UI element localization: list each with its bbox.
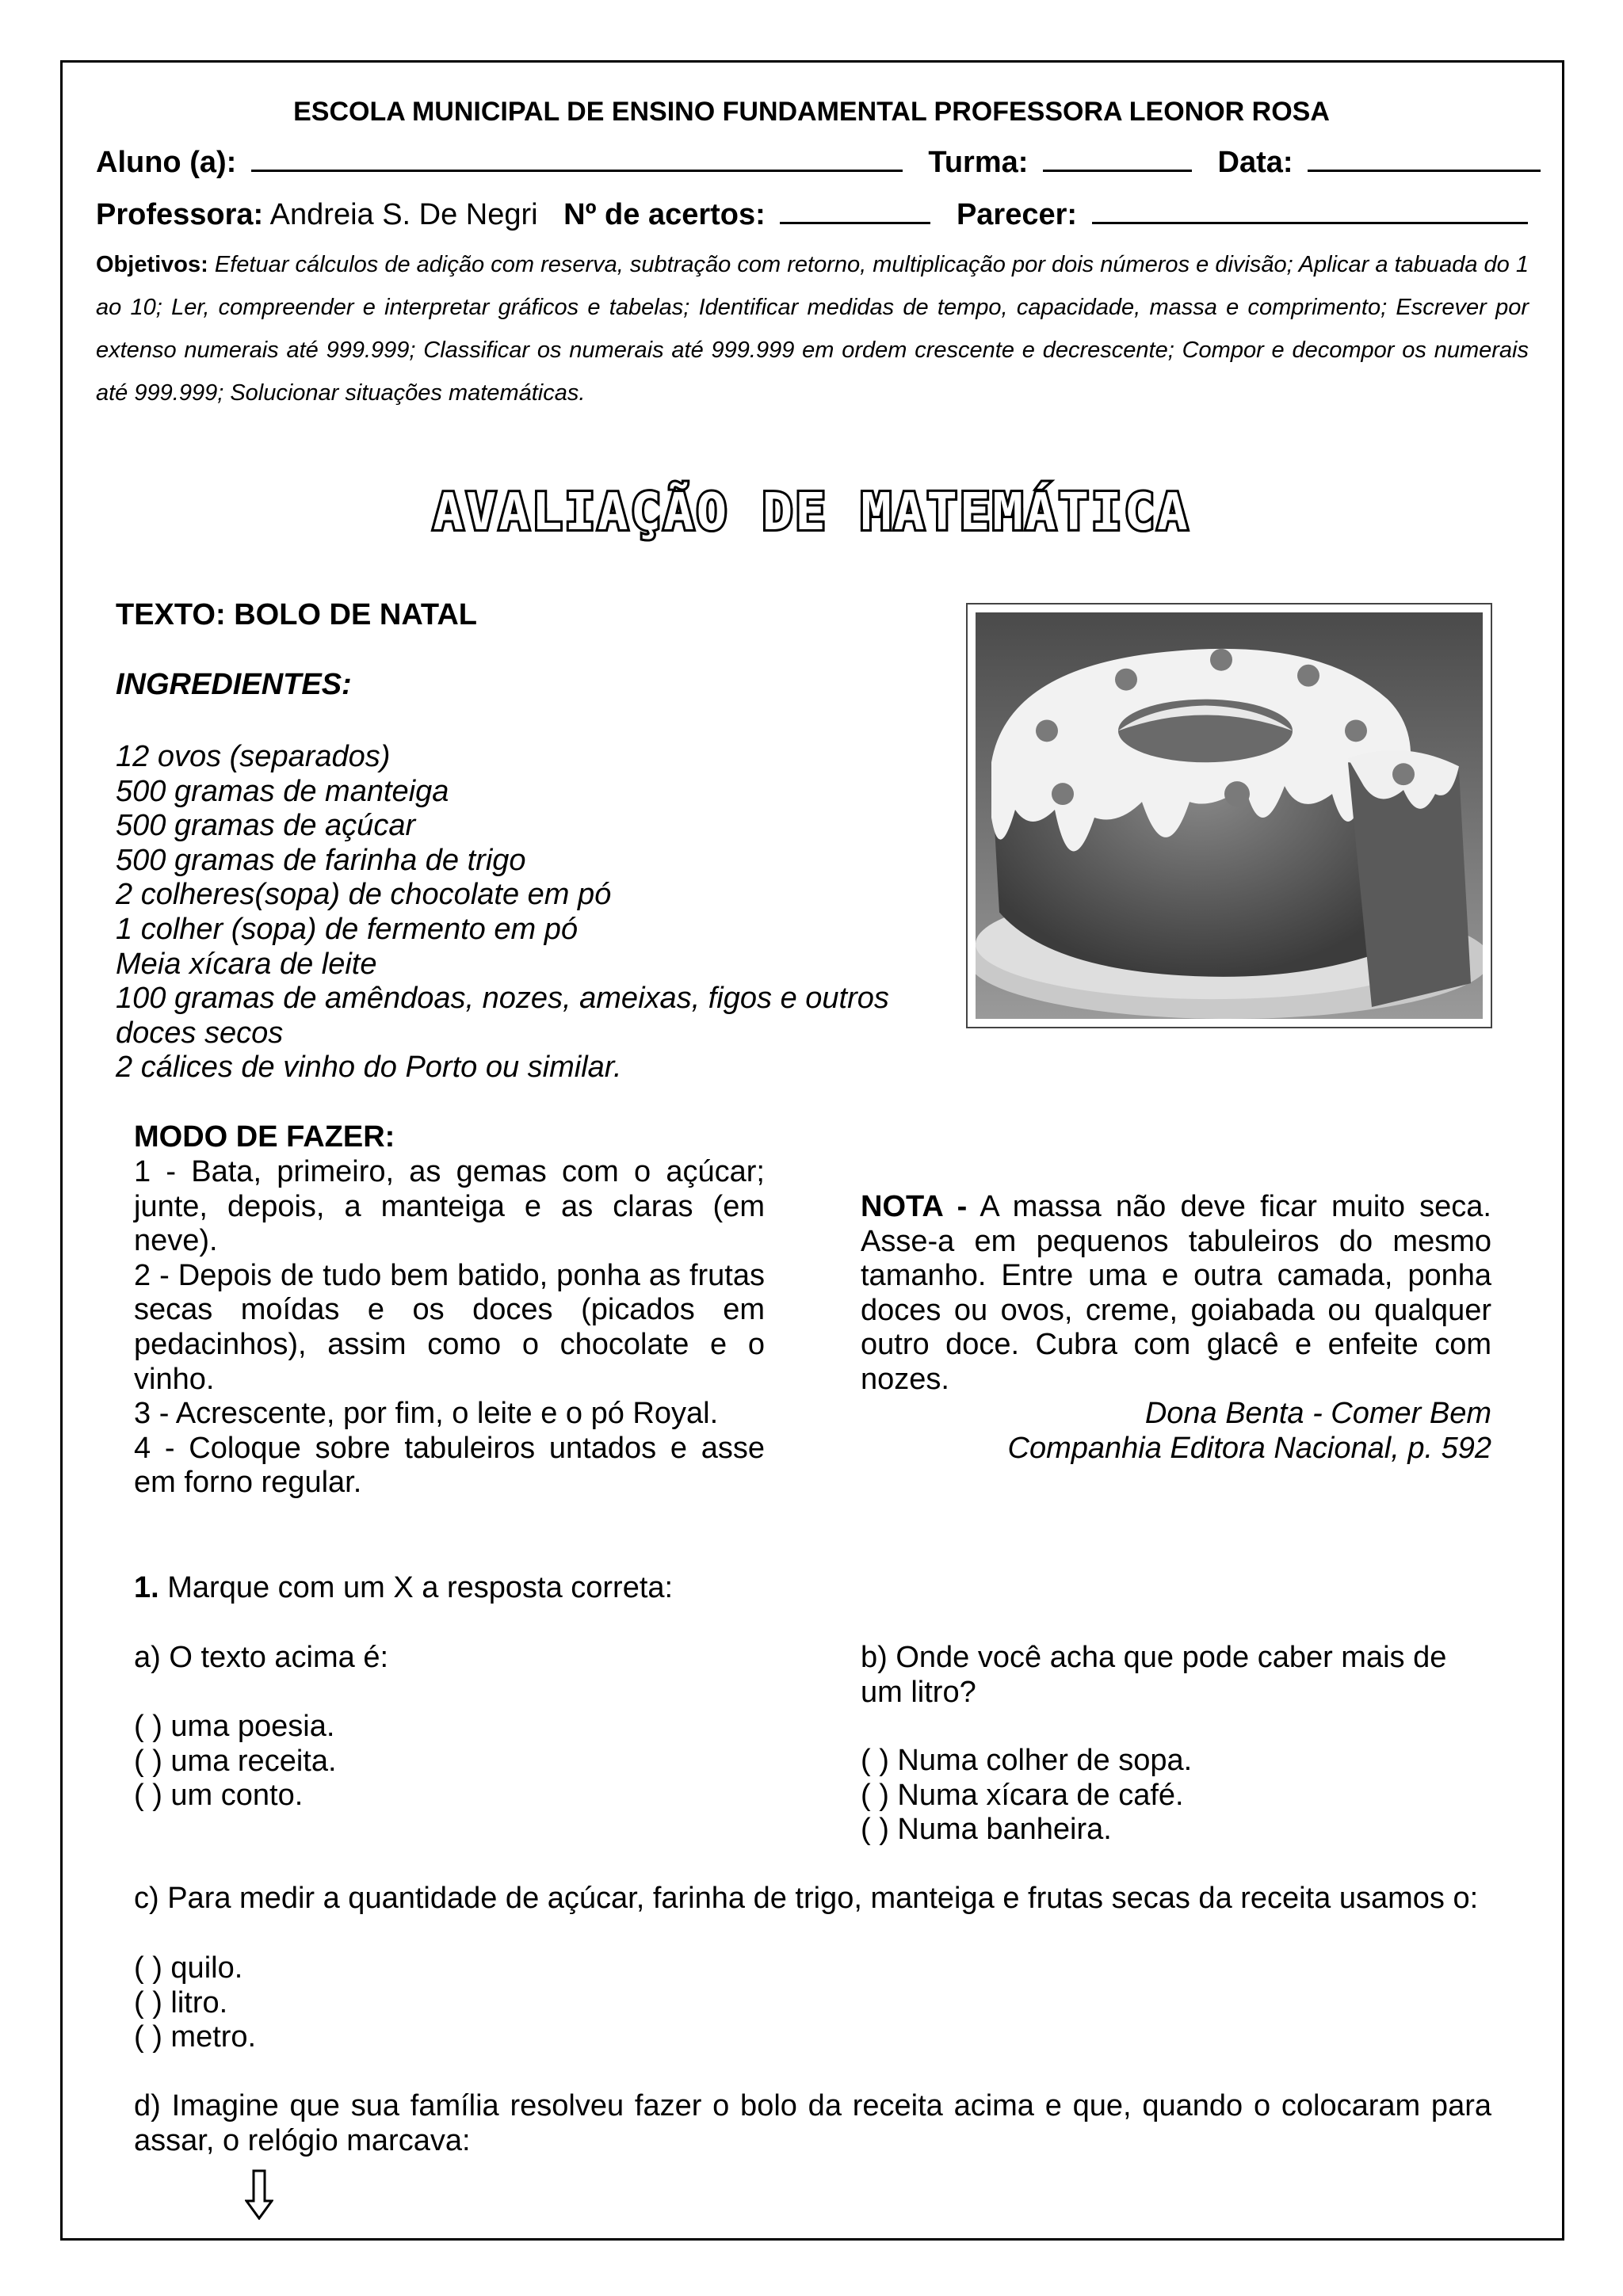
options-c [134, 1951, 256, 2055]
option-checkbox[interactable]: ( ) Numa colher de sopa. [861, 1744, 1193, 1777]
option-checkbox[interactable]: ( ) um conto. [134, 1779, 304, 1813]
note [861, 1190, 1491, 1398]
ingredients-list [116, 740, 892, 1085]
opinion-field[interactable] [1092, 201, 1528, 224]
options-a [134, 1710, 337, 1814]
method-step: 1 - Bata, primeiro, as gemas com o açúcar; junte, depois, a manteiga e as claras (em neve). [134, 1155, 765, 1258]
class-field[interactable] [1043, 149, 1192, 172]
source-line: Dona Benta - Comer Bem [1144, 1397, 1491, 1430]
option-checkbox[interactable]: ( ) litro. [134, 1985, 228, 2019]
method-step: 3 - Acrescente, por fim, o leite e o pó Royal. [134, 1397, 719, 1431]
date-label: Data: [1217, 146, 1293, 179]
teacher-row [96, 198, 1528, 232]
note-label: NOTA - [861, 1190, 968, 1223]
student-label: Aluno (a): [96, 146, 237, 179]
method-title: MODO DE FAZER: [134, 1120, 395, 1154]
objectives [96, 243, 1529, 414]
note-text: A massa não deve ficar muito seca. Asse-a em pequenos tabuleiros do mesmo tamanho. Entre uma e outra camada, ponha doces ou ovos, creme, goiabada ou qualquer outro doce. Cubra com glacê e enfeite com nozes. [861, 1190, 1491, 1396]
teacher-name: Andreia S. De Negri [269, 198, 538, 231]
student-name-field[interactable] [251, 149, 903, 172]
option-checkbox[interactable]: ( ) uma receita. [134, 1744, 337, 1778]
objectives-text: Efetuar cálculos de adição com reserva, subtração com retorno, multiplicação por dois números e divisão; Aplicar a tabuada do 1 ao 10; Ler, compreender e interpretar gráficos e tabelas; Identificar medidas de tempo, capacidade, massa e comprimento; Escrever por extenso numerais até 999.999; Classificar os numerais até 999.999 em ordem crescente e decrescente; Compor e decompor os numerais até 999.999; Solucionar situações matemáticas. [96, 252, 1529, 406]
recipe-title: TEXTO: BOLO DE NATAL [116, 598, 477, 631]
cake-illustration [976, 612, 1483, 1019]
question-d: d) Imagine que sua família resolveu fazer o bolo da receita acima e que, quando o colocaram para assar, o relógio marcava: [134, 2089, 1491, 2157]
ingredient-item: 1 colher (sopa) de fermento em pó [116, 912, 578, 946]
source [861, 1397, 1491, 1466]
objectives-label: Objetivos: [96, 252, 208, 277]
date-field[interactable] [1308, 149, 1541, 172]
school-name: ESCOLA MUNICIPAL DE ENSINO FUNDAMENTAL PROFESSORA LEONOR ROSA [293, 97, 1330, 127]
title-banner [0, 475, 1623, 550]
ingredient-item: 100 gramas de amêndoas, nozes, ameixas, figos e outros doces secos [116, 982, 889, 1050]
question-b: b) Onde você acha que pode caber mais de um litro? [861, 1641, 1447, 1709]
teacher-label: Professora: [96, 198, 264, 231]
question-1 [134, 1571, 673, 1606]
ingredient-item: 2 colheres(sopa) de chocolate em pó [116, 878, 612, 912]
options-b [861, 1744, 1192, 1848]
banner-box [407, 475, 1215, 550]
ingredient-item: 12 ovos (separados) [116, 740, 391, 773]
score-label: Nº de acertos: [563, 198, 766, 231]
option-checkbox[interactable]: ( ) Numa banheira. [861, 1813, 1112, 1847]
ingredient-item: 500 gramas de açúcar [116, 809, 416, 843]
question-number: 1. [134, 1571, 159, 1604]
opinion-label: Parecer: [956, 198, 1078, 231]
method-step: 2 - Depois de tudo bem batido, ponha as frutas secas moídas e os doces (picados em pedacinhos), assim como o chocolate e o vinho. [134, 1258, 765, 1396]
method-steps [134, 1155, 765, 1501]
question-text: Marque com um X a resposta correta: [167, 1571, 674, 1604]
method-step: 4 - Coloque sobre tabuleiros untados e asse em forno regular. [134, 1431, 765, 1500]
ingredient-item: 500 gramas de manteiga [116, 774, 449, 808]
source-line: Companhia Editora Nacional, p. 592 [1007, 1431, 1491, 1465]
ingredient-item: 2 cálices de vinho do Porto ou similar. [116, 1051, 622, 1085]
question-a: a) O texto acima é: [134, 1641, 389, 1674]
student-row [96, 146, 1541, 180]
ingredient-item: 500 gramas de farinha de trigo [116, 843, 526, 877]
option-checkbox[interactable]: ( ) quilo. [134, 1951, 243, 1985]
down-arrow-icon [245, 2169, 273, 2220]
cake-image [966, 603, 1492, 1028]
option-checkbox[interactable]: ( ) metro. [134, 2020, 257, 2054]
banner-text: AVALIAÇÃO DE MATEMÁTICA [426, 483, 1196, 542]
ingredient-item: Meia xícara de leite [116, 947, 377, 981]
class-label: Turma: [928, 146, 1029, 179]
option-checkbox[interactable]: ( ) uma poesia. [134, 1710, 335, 1743]
ingredients-title: INGREDIENTES: [116, 668, 352, 701]
question-c: c) Para medir a quantidade de açúcar, farinha de trigo, manteiga e frutas secas da receita usamos o: [134, 1882, 1479, 1915]
option-checkbox[interactable]: ( ) Numa xícara de café. [861, 1778, 1184, 1812]
score-field[interactable] [780, 201, 930, 224]
